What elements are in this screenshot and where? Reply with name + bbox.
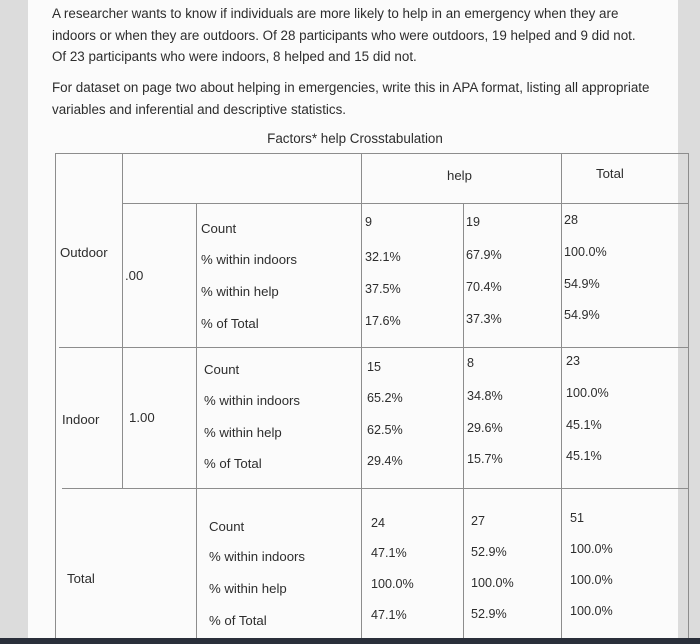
data-cell: 54.9% (564, 277, 600, 291)
row-divider-2 (62, 488, 688, 489)
data-cell: 27 (471, 514, 486, 528)
total-col-border (561, 153, 562, 644)
table-left-border (55, 153, 56, 644)
header-help: help (447, 168, 472, 183)
data-cell: 37.3% (466, 312, 502, 326)
stat-label: Count (209, 519, 245, 534)
data-cell: 51 (570, 511, 585, 525)
data-cell: 100.0% (566, 386, 609, 400)
stat-label: % within indoors (201, 252, 298, 267)
stat-label: % of Total (209, 613, 267, 628)
group-label-outdoor: Outdoor (60, 245, 108, 260)
data-col-border-1 (361, 153, 362, 644)
data-cell: 29.6% (467, 421, 503, 435)
data-cell: 52.9% (471, 607, 507, 621)
data-cell: 32.1% (365, 250, 401, 264)
data-cell: 19 (466, 215, 481, 229)
data-cell: 47.1% (371, 608, 407, 622)
data-cell: 62.5% (367, 423, 403, 437)
stat-label: % within help (204, 425, 282, 440)
stat-label: Count (201, 221, 237, 236)
data-cell: 9 (365, 215, 373, 229)
data-cell: 100.0% (564, 245, 607, 259)
group-code-outdoor: .00 (125, 268, 144, 283)
data-cell: 47.1% (371, 546, 407, 560)
data-cell: 8 (467, 356, 475, 370)
data-cell: 100.0% (570, 542, 613, 556)
data-cell: 28 (564, 213, 579, 227)
table-right-border (688, 153, 689, 644)
question-paragraph-2: For dataset on page two about helping in emergencies, write this in APA format, listing all appropriate variables and inferential and descriptive statistics. (52, 80, 650, 117)
stat-label: % within indoors (209, 549, 306, 564)
data-cell: 37.5% (365, 282, 401, 296)
data-cell: 100.0% (371, 577, 414, 591)
data-cell: 100.0% (471, 576, 514, 590)
group-col-border (122, 153, 123, 488)
data-cell: 45.1% (566, 418, 602, 432)
stat-col-border (196, 203, 197, 644)
data-cell: 45.1% (566, 449, 602, 463)
table-top-border (55, 153, 688, 154)
data-cell: 23 (566, 354, 581, 368)
data-cell: 67.9% (466, 248, 502, 262)
stat-label: % within help (201, 284, 279, 299)
data-cell: 24 (371, 516, 386, 530)
stat-label: Count (204, 362, 240, 377)
data-cell: 29.4% (367, 454, 403, 468)
group-label-indoor: Indoor (62, 412, 100, 427)
stat-label: % of Total (201, 316, 259, 331)
data-cell: 15.7% (467, 452, 503, 466)
data-cell: 17.6% (365, 314, 401, 328)
data-cell: 52.9% (471, 545, 507, 559)
stat-label: % within help (209, 581, 287, 596)
data-col-border-2 (463, 203, 464, 644)
bottom-edge-bar (0, 638, 700, 644)
data-cell: 70.4% (466, 280, 502, 294)
data-cell: 54.9% (564, 308, 600, 322)
data-cell: 15 (367, 360, 382, 374)
data-cell: 65.2% (367, 391, 403, 405)
data-cell: 100.0% (570, 573, 613, 587)
header-bottom-border (122, 203, 688, 204)
row-divider-1 (59, 347, 688, 348)
data-cell: 100.0% (570, 604, 613, 618)
data-cell: 34.8% (467, 389, 503, 403)
stat-label: % of Total (204, 456, 262, 471)
stat-label: % within indoors (204, 393, 301, 408)
group-code-indoor: 1.00 (129, 410, 155, 425)
question-paragraph-1: A researcher wants to know if individuals are more likely to help in an emergency when they are indoors or when they are outdoors. Of 28 participants who were outdoors, 19 helped and 9 did not. Of 23 participants who were indoors, 8 helped and 15 did not. (52, 6, 636, 64)
group-label-total: Total (67, 571, 95, 586)
crosstab-title: Factors* help Crosstabulation (267, 131, 443, 146)
header-total: Total (596, 166, 624, 181)
